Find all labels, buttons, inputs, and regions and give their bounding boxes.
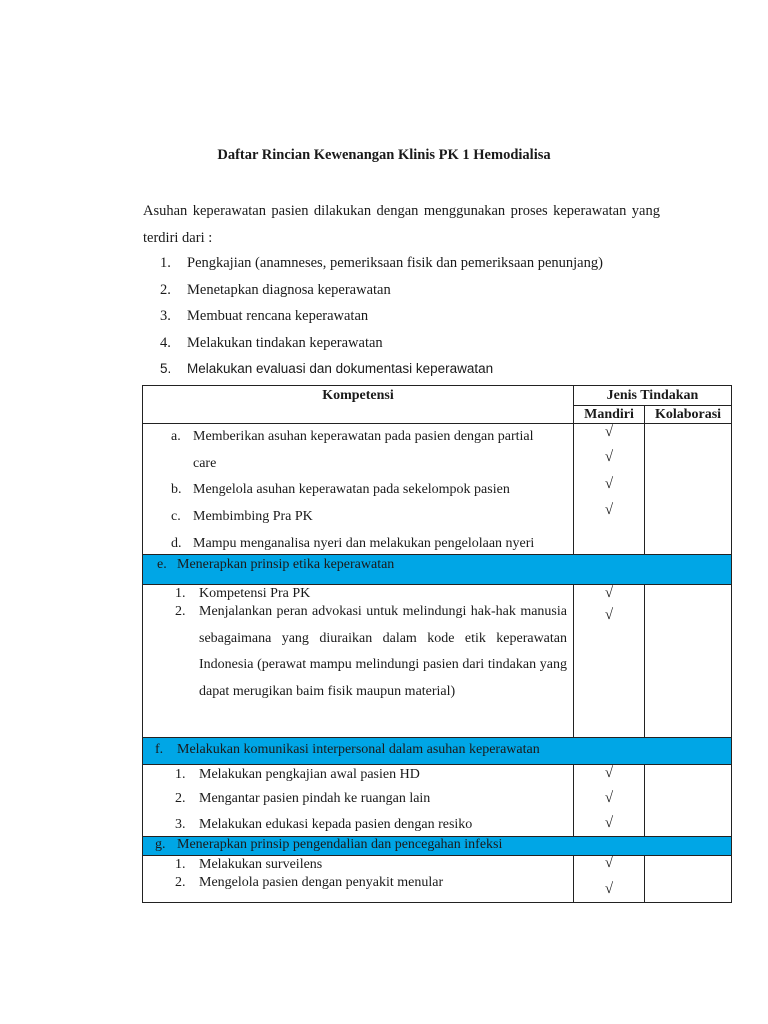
competency-item: 1. Melakukan pengkajian awal pasien HD [175, 767, 420, 782]
check-mark: √ [604, 881, 614, 897]
table-row [143, 765, 732, 837]
check-mark: √ [604, 424, 614, 440]
check-mark: √ [604, 790, 614, 806]
step-item [160, 303, 603, 330]
mandiri-cell [574, 424, 645, 555]
page-title: Daftar Rincian Kewenangan Klinis PK 1 Hemodialisa [217, 147, 551, 163]
header-jenis-tindakan: Jenis Tindakan [574, 386, 732, 406]
intro-paragraph: Asuhan keperawatan pasien dilakukan dengan menggunakan proses keperawatan yang terdiri dari : [143, 203, 660, 246]
step-text: Membuat rencana keperawatan [187, 308, 369, 324]
section-heading: f. Melakukan komunikasi interpersonal dalam asuhan keperawatan [155, 742, 540, 757]
mandiri-cell [574, 856, 645, 903]
table-row [143, 585, 732, 738]
kolaborasi-cell [645, 765, 732, 837]
check-mark: √ [604, 585, 614, 601]
step-item [160, 250, 603, 277]
competency-item: d. Mampu menganalisa nyeri dan melakukan pengelolaan nyeri [171, 536, 535, 551]
section-row [143, 837, 732, 856]
competency-item: 2. Mengantar pasien pindah ke ruangan lain [175, 791, 431, 806]
section-row [143, 555, 732, 585]
check-mark: √ [604, 855, 614, 871]
step-number: 3. [160, 308, 171, 324]
competency-item: 1. Melakukan surveilens [175, 857, 323, 872]
step-text: Melakukan tindakan keperawatan [187, 334, 383, 351]
step-item [160, 356, 603, 383]
step-item [160, 330, 603, 357]
competency-item: 1. Kompetensi Pra PK [175, 586, 311, 601]
header-kompetensi: Kompetensi [143, 386, 574, 424]
section-heading: g. Menerapkan prinsip pengendalian dan pencegahan infeksi [155, 837, 503, 852]
competency-item: c. Membimbing Pra PK [171, 508, 313, 524]
competency-item: 2. Menjalankan peran advokasi untuk melindungi hak-hak manusia sebagaimana yang diuraikan dalam kode etik keperawatan Indonesia (perawat mampu melindungi pasien dari tindakan yang dapat merugikan baim fisik maupun material) [175, 604, 567, 699]
mandiri-cell [574, 765, 645, 837]
check-mark: √ [604, 502, 614, 518]
competency-item: care [193, 455, 217, 471]
section-row [143, 738, 732, 765]
table-row [143, 424, 732, 555]
check-mark: √ [604, 814, 614, 831]
header-mandiri: Mandiri [574, 406, 645, 424]
check-mark: √ [604, 607, 614, 623]
mandiri-cell [574, 585, 645, 738]
competency-item: 2. Mengelola pasien dengan penyakit menular [175, 875, 444, 890]
step-number: 1. [160, 255, 171, 271]
check-mark: √ [604, 449, 614, 465]
step-text: Menetapkan diagnosa keperawatan [187, 281, 391, 298]
competency-item: a. Memberikan asuhan keperawatan pada pasien dengan partial [171, 429, 534, 444]
table-row [143, 856, 732, 903]
competency-table [142, 385, 732, 903]
step-item [160, 277, 603, 304]
check-mark: √ [604, 475, 614, 492]
kolaborasi-cell [645, 585, 732, 738]
kolaborasi-cell [645, 856, 732, 903]
competency-item: 3. Melakukan edukasi kepada pasien dengan resiko [175, 817, 473, 832]
step-text: Melakukan evaluasi dan dokumentasi keperawatan [187, 361, 494, 376]
section-heading: e. Menerapkan prinsip etika keperawatan [157, 557, 395, 572]
step-text: Pengkajian (anamneses, pemeriksaan fisik dan pemeriksaan penunjang) [187, 255, 603, 271]
step-number: 4. [160, 334, 171, 351]
check-mark: √ [604, 765, 614, 781]
step-number: 2. [160, 281, 171, 298]
process-steps-list [160, 250, 603, 383]
step-number: 5. [160, 361, 172, 376]
header-kolaborasi: Kolaborasi [645, 406, 732, 424]
competency-item: b. Mengelola asuhan keperawatan pada sekelompok pasien [171, 482, 510, 497]
kolaborasi-cell [645, 424, 732, 555]
